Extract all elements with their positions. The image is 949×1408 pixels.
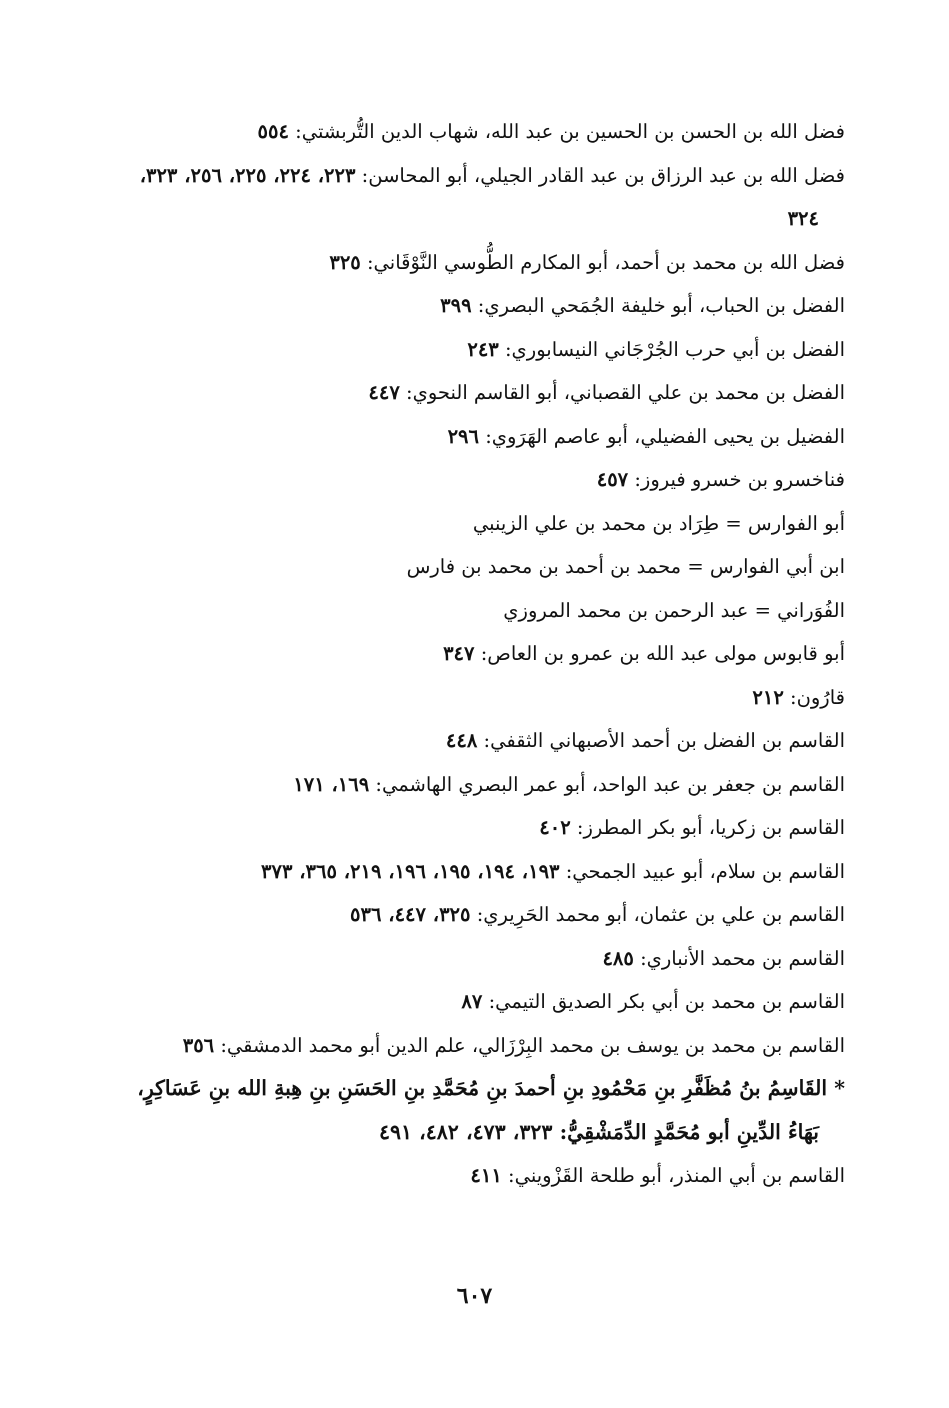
entry-name: فضل الله بن عبد الرزاق بن عبد القادر الجيلي، أبو المحاسن: — [361, 163, 845, 187]
index-entry — [125, 980, 845, 1024]
entry-pages: ٤٤٨ — [445, 729, 478, 752]
entry-pages: ١٩٣، ١٩٤، ١٩٥، ١٩٦، ٢١٩، ٣٦٥، ٣٧٣ — [261, 859, 560, 883]
entry-name: القاسم بن الفضل بن أحمد الأصبهاني الثقفي: — [483, 729, 845, 752]
asterisk-marker: * — [834, 1076, 845, 1100]
entry-name: القَاسِمُ بنُ مُظَفَّرِ بنِ مَحْمُودِ بنِ أحمدَ بنِ مُحَمَّدِ بنِ الحَسَنِ بنِ هِبةِ الله بنِ عَسَاكِرٍ، بَهَاءُ الدِّينِ أبو مُحَمَّدٍ الدِّمَشْقِيُّ: — [137, 1076, 828, 1144]
entry-name: الفضل بن محمد بن علي القصباني، أبو القاسم النحوي: — [406, 381, 845, 404]
index-entry — [125, 415, 845, 459]
index-entry — [125, 328, 845, 372]
index-entry — [125, 502, 845, 546]
entry-name: القاسم بن سلام، أبو عبيد الجمحي: — [565, 859, 845, 883]
entry-pages: ٣٢٥، ٤٤٧، ٥٣٦ — [350, 903, 471, 926]
entry-name: فضل الله بن الحسن بن الحسين بن عبد الله، شهاب الدين التُّربشتي: — [295, 120, 845, 143]
entry-pages: ٣٩٩ — [440, 294, 472, 317]
entry-name: القاسم بن محمد بن أبي بكر الصديق التيمي: — [488, 990, 845, 1013]
entry-name: فناخسرو بن خسرو فيروز: — [634, 468, 845, 491]
entry-name: القاسم بن محمد بن يوسف بن محمد البِرْزَالي، علم الدين أبو محمد الدمشقي: — [220, 1033, 845, 1057]
entry-pages: ٢١٢ — [752, 685, 784, 709]
index-entry — [125, 154, 845, 241]
entry-name: فضل الله بن محمد بن أحمد، أبو المكارم الطُّوسي النَّوْقَاني: — [366, 250, 845, 274]
entry-pages: ٤٨٥ — [602, 946, 634, 970]
entry-name: القاسم بن علي بن عثمان، أبو محمد الحَرِيري: — [476, 903, 845, 926]
entry-pages: ٤٠٢ — [539, 816, 571, 839]
index-entry — [125, 893, 845, 937]
entry-name: القاسم بن أبي المنذر، أبو طلحة القَزْويني: — [508, 1164, 845, 1187]
entry-name: أبو قابوس مولى عبد الله بن عمرو بن العاص: — [480, 642, 845, 665]
index-entry — [125, 850, 845, 894]
entry-name: الفُوَراني = عبد الرحمن بن محمد المروزي — [503, 598, 845, 622]
index-entry — [125, 458, 845, 502]
index-entry — [125, 1024, 845, 1068]
entry-name: القاسم بن محمد الأنباري: — [640, 946, 845, 970]
entry-name: الفضل بن أبي حرب الجُرْجَاني النيسابوري: — [504, 337, 845, 361]
entry-pages: ٤٤٧ — [368, 381, 400, 404]
index-entries — [125, 110, 845, 1198]
index-entry — [125, 763, 845, 807]
index-entry — [125, 371, 845, 415]
entry-pages: ٣٤٧ — [443, 642, 475, 665]
entry-name: أبو الفوارس = طِرَاد بن محمد بن علي الزينبي — [472, 511, 845, 535]
entry-pages: ٤٥٧ — [596, 468, 629, 491]
page-number: ٦٠٧ — [456, 1283, 493, 1309]
index-entry — [125, 719, 845, 763]
entry-pages: ٣٢٥ — [329, 250, 361, 274]
entry-name: ابن أبي الفوارس = محمد بن أحمد بن محمد بن فارس — [406, 555, 845, 578]
index-entry-featured — [125, 1067, 845, 1154]
entry-name: الفضل بن الحباب، أبو خليفة الجُمَحي البصري: — [477, 294, 845, 317]
index-entry — [125, 676, 845, 720]
index-entry — [125, 632, 845, 676]
entry-pages: ٢٤٣ — [467, 337, 499, 361]
entry-pages: ٥٥٤ — [257, 120, 289, 143]
index-entry — [125, 806, 845, 850]
index-entry — [125, 110, 845, 154]
entry-name: قارُون: — [790, 685, 845, 709]
entry-pages: ٣٥٦ — [182, 1033, 215, 1057]
entry-pages: ٨٧ — [461, 990, 483, 1013]
index-entry — [125, 937, 845, 981]
entry-pages: ٢٢٣، ٢٢٤، ٢٢٥، ٢٥٦، ٣٢٣، ٣٢٤ — [139, 163, 819, 230]
entry-pages: ٢٩٦ — [447, 424, 479, 448]
index-entry — [125, 1154, 845, 1198]
index-entry — [125, 545, 845, 589]
index-entry — [125, 284, 845, 328]
entry-pages: ٣٢٣، ٤٧٣، ٤٨٢، ٤٩١ — [378, 1119, 553, 1144]
entry-pages: ٤١١ — [470, 1164, 502, 1187]
entry-pages: ١٦٩، ١٧١ — [293, 772, 370, 796]
index-entry — [125, 589, 845, 633]
entry-name: القاسم بن جعفر بن عبد الواحد، أبو عمر البصري الهاشمي: — [375, 772, 845, 796]
entry-name: القاسم بن زكريا، أبو بكر المطرز: — [576, 816, 845, 839]
entry-name: الفضيل بن يحيى الفضيلي، أبو عاصم الهَرَوي: — [485, 424, 845, 448]
index-entry — [125, 241, 845, 285]
